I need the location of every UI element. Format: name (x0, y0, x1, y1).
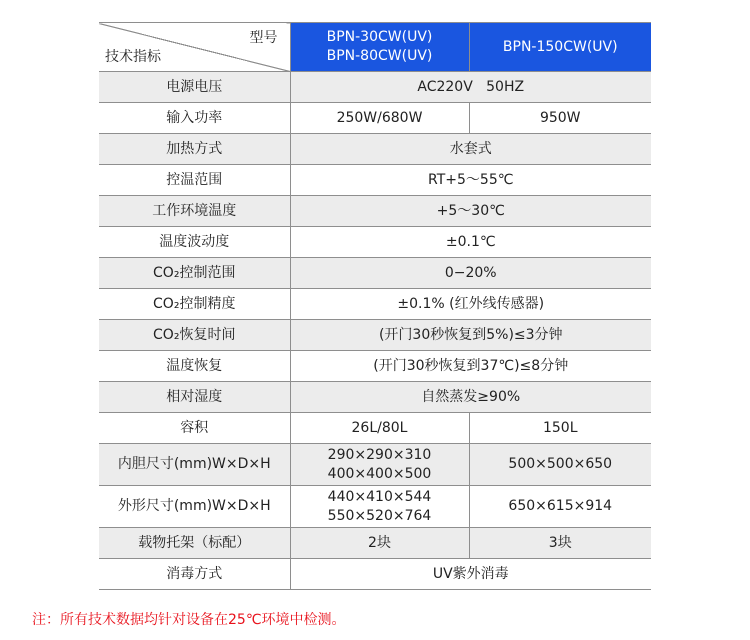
row-value-a-line2: 550×520×764 (327, 507, 432, 524)
row-value-b: 3块 (469, 528, 651, 559)
row-value-a: 2块 (290, 528, 469, 559)
spec-table (99, 22, 651, 590)
table-row (99, 486, 651, 528)
row-value-b: 650×615×914 (469, 486, 651, 528)
row-value-a (290, 444, 469, 486)
footnote: 注：所有技术数据均针对设备在25℃环境中检测。 (32, 612, 346, 628)
model-corner-label: 型号 (249, 30, 278, 46)
row-label: 输入功率 (99, 103, 290, 134)
table-row (99, 227, 651, 258)
row-label: 内胆尺寸(mm)W×D×H (99, 444, 290, 486)
row-label: 相对湿度 (99, 382, 290, 413)
table-row (99, 165, 651, 196)
row-value: (开门30秒恢复到37℃)≤8分钟 (290, 351, 651, 382)
row-value: ±0.1% (红外线传感器) (290, 289, 651, 320)
corner-header-cell (99, 23, 290, 72)
row-label: 容积 (99, 413, 290, 444)
row-label: 电源电压 (99, 72, 290, 103)
table-row (99, 134, 651, 165)
table-row (99, 289, 651, 320)
table-row (99, 559, 651, 590)
model-a-line2: BPN-80CW(UV) (326, 48, 433, 64)
row-value-a-line2: 400×400×500 (327, 465, 432, 482)
row-value-a-line1: 440×410×544 (327, 488, 432, 505)
row-value-a: 250W/680W (290, 103, 469, 134)
row-value-b: 150L (469, 413, 651, 444)
table-row (99, 351, 651, 382)
row-value: 0−20% (290, 258, 651, 289)
row-value-a-line1: 290×290×310 (327, 446, 432, 463)
spec-corner-label: 技术指标 (105, 49, 161, 65)
row-value: (开门30秒恢复到5%)≤3分钟 (290, 320, 651, 351)
table-row (99, 444, 651, 486)
model-a-header (290, 23, 469, 72)
model-a-line1: BPN-30CW(UV) (326, 29, 433, 45)
row-value: RT+5～55℃ (290, 165, 651, 196)
row-value-b: 500×500×650 (469, 444, 651, 486)
row-value: UV紫外消毒 (290, 559, 651, 590)
row-label: 温度恢复 (99, 351, 290, 382)
table-row (99, 196, 651, 227)
row-value-a (290, 486, 469, 528)
row-value: +5～30℃ (290, 196, 651, 227)
table-row (99, 413, 651, 444)
row-label: 控温范围 (99, 165, 290, 196)
row-label: 外形尺寸(mm)W×D×H (99, 486, 290, 528)
table-row (99, 320, 651, 351)
row-value: AC220V 50HZ (290, 72, 651, 103)
row-value-b: 950W (469, 103, 651, 134)
row-label: 载物托架（标配） (99, 528, 290, 559)
table-row (99, 258, 651, 289)
row-value: 自然蒸发≥90% (290, 382, 651, 413)
row-label: CO₂恢复时间 (99, 320, 290, 351)
table-row (99, 72, 651, 103)
row-label: 温度波动度 (99, 227, 290, 258)
model-b-header (469, 23, 651, 72)
row-label: 加热方式 (99, 134, 290, 165)
model-b-label: BPN-150CW(UV) (502, 38, 618, 55)
row-value: ±0.1℃ (290, 227, 651, 258)
row-value: 水套式 (290, 134, 651, 165)
row-value-a: 26L/80L (290, 413, 469, 444)
row-label: 工作环境温度 (99, 196, 290, 227)
row-label: 消毒方式 (99, 559, 290, 590)
row-label: CO₂控制精度 (99, 289, 290, 320)
table-row (99, 103, 651, 134)
table-row (99, 528, 651, 559)
header-row (99, 23, 651, 72)
row-label: CO₂控制范围 (99, 258, 290, 289)
table-row (99, 382, 651, 413)
